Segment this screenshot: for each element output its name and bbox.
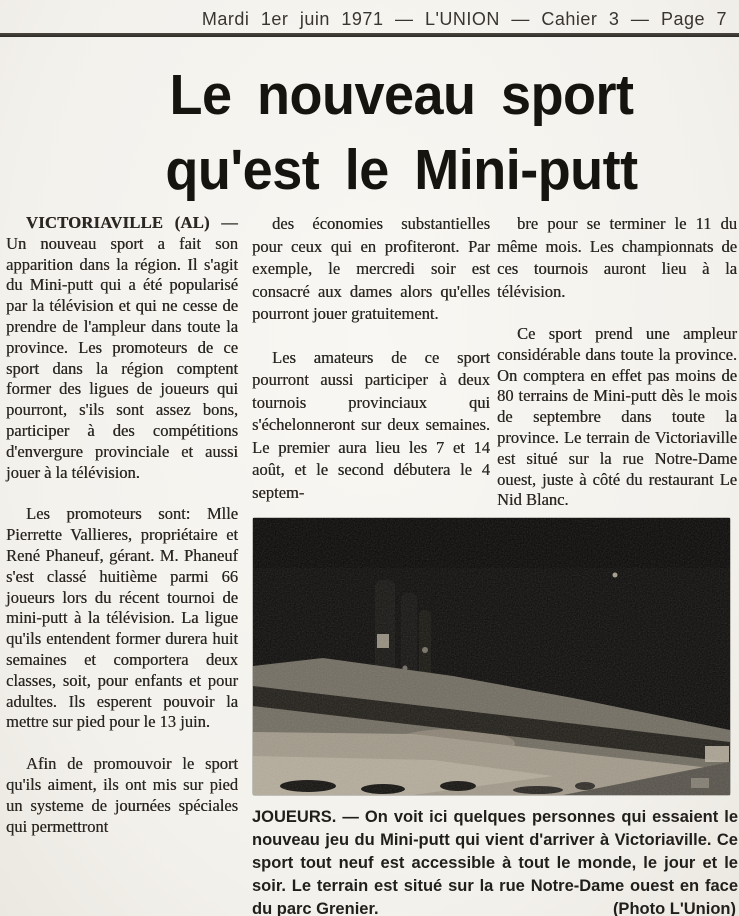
caption-lead: JOUEURS. — [252,808,359,826]
paragraph: Afin de promouvoir le sport qu'ils aiment, ils ont mis sur pied un systeme de journées spéciales qui permettront [6,754,238,836]
news-photo-image [253,518,730,795]
article-column-1 [6,213,238,858]
headline [32,58,739,208]
photo-caption [252,806,738,916]
caption-text: On voit ici quelques personnes qui essaient le nouveau jeu du Mini-putt qui vient d'arriver à Victoriaville. Ce sport tout neuf est accessible à tout le monde, le jour et le soir. Le terrain est situé sur la rue Notre-Dame ouest en face du parc Grenier. [252,808,738,916]
paragraph: Les amateurs de ce sport pourront aussi participer à deux tournois provinciaux qui s'échelonneront sur deux semaines. Le premier aura lieu les 7 et 14 août, et le second débutera le 4 septem- [252,347,490,502]
article-column-2 [252,213,490,525]
paragraph [6,213,238,483]
headline-line-2: qu'est le Mini-putt [165,139,638,202]
headline-line-1: Le nouveau sport [169,64,634,127]
paragraph: des économies substantielles pour ceux qui en profiteront. Par exemple, le mercredi soir est consacré aux dames alors qu'elles pourront jouer gratuitement. [252,214,490,323]
masthead-rule [0,33,739,37]
paragraph: Les promoteurs sont: Mlle Pierrette Vallieres, propriétaire et René Phaneuf, gérant. M. Phaneuf s'est classé huitième parmi 66 joueurs lors du récent tournoi de mini-putt à la télévision. La ligue qu'ils entendent former durera huit semaines et comportera deux classes, soit, pour enfants et pour adultes. Ils esperent pouvoir la mettre sur pied pour le 13 juin. [6,504,238,732]
masthead: Mardi 1er juin 1971 — L'UNION — Cahier 3 — Page 7 [201,9,727,29]
dateline: VICTORIAVILLE (AL) — [26,213,238,232]
photo-credit: (Photo L'Union) [612,900,736,916]
article-column-3 [497,213,737,532]
paragraph-text: Un nouveau sport a fait son apparition dans la région. Il s'agit du Mini-putt qui a été popularisé par la télévision et qui ne cesse de prendre de l'ampleur dans toute la province. Les promoteurs de ce sport dans la région comptent former des ligues de joueurs qui pourront, s'ils sont assez bons, participer à des compétitions d'envergure provinciale et aussi jouer à la télévision. [6,233,238,482]
news-photo [253,518,730,795]
paragraph: bre pour se terminer le 11 du même mois. Les championnats de ces tournois auront lieu à la télévision. [497,214,737,301]
paragraph: Ce sport prend une ampleur considérable dans toute la province. On comptera en effet pas moins de 80 terrains de Mini-putt dès le mois de septembre dans toute la province. Le terrain de Victoriaville est situé sur la rue Notre-Dame ouest, juste à côté du restaurant Le Nid Blanc. [497,324,737,510]
